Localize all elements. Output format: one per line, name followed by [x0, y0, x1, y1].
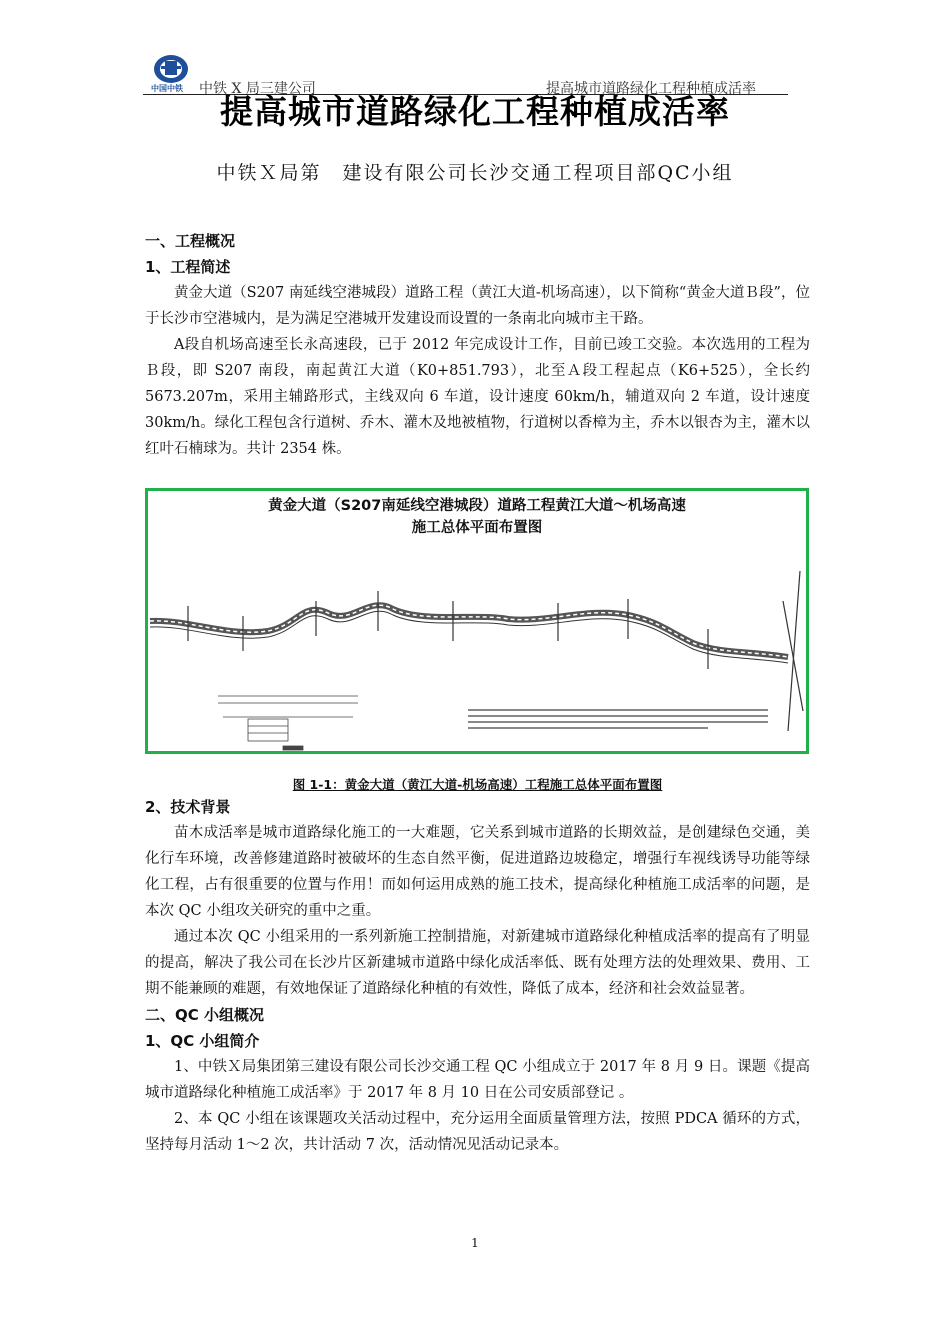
section1-heading: 一、工程概况 — [145, 232, 236, 250]
header-doc-name: 提高城市道路绿化工程种植成活率 — [546, 81, 756, 97]
legend-table — [218, 696, 358, 750]
paragraph: 1、中铁Ｘ局集团第三建设有限公司长沙交通工程 QC 小组成立于 2017 年 8 月 9 日。课题《提高城市道路绿化种植施工成活率》于 2017 年 8 月 10 日在公司安质部登记 。 — [145, 1059, 810, 1101]
logo-text: 中国中铁 — [151, 84, 183, 93]
figure-title-line1: 黄金大道（S207南延线空港城段）道路工程黄江大道～机场高速 — [268, 498, 686, 514]
section2-sub1-heading: 1、QC 小组简介 — [145, 1032, 260, 1050]
document-body — [145, 228, 810, 1158]
document-subtitle: 中铁Ｘ局第 建设有限公司长沙交通工程项目部QC小组 — [216, 162, 734, 184]
site-layout-figure — [145, 488, 809, 754]
road-plan-drawing — [148, 491, 806, 751]
section1-sub2-heading: 2、技术背景 — [145, 798, 231, 816]
paragraph: 2、本 QC 小组在该课题攻关活动过程中，充分运用全面质量管理方法，按照 PDCA 循环的方式，坚持每月活动 1～2 次，共计活动 7 次，活动情况见活动记录本。 — [145, 1111, 810, 1153]
section2-heading: 二、QC 小组概况 — [145, 1006, 264, 1024]
figure-caption: 图 1-1：黄金大道（黄江大道-机场高速）工程施工总体平面布置图 — [292, 777, 663, 792]
paragraph: 黄金大道（S207 南延线空港城段）道路工程（黄江大道-机场高速），以下简称“黄金大道Ｂ段”，位于长沙市空港城内，是为满足空港城开发建设而设置的一条南北向城市主干路。 — [145, 285, 810, 327]
paragraph: 通过本次 QC 小组采用的一系列新施工控制措施，对新建城市道路绿化种植成活率的提高有了明显的提高，解决了我公司在长沙片区新建城市道路中绿化成活率低、既有处理方法的处理效果、费用、工期不能兼顾的难题，有效地保证了道路绿化种植的有效性，降低了成本，经济和社会效益显著。 — [145, 929, 810, 997]
document-title: 提高城市道路绿化工程种植成活率 — [220, 92, 730, 131]
header-company: 中铁 X 局三建公司 — [199, 81, 316, 97]
page-number: 1 — [471, 1236, 479, 1250]
road-alignment — [150, 605, 788, 663]
figure-title-line2: 施工总体平面布置图 — [411, 520, 543, 536]
drawing-notes — [468, 709, 768, 729]
paragraph: 苗木成活率是城市道路绿化施工的一大难题，它关系到城市道路的长期效益，是创建绿色交通，美化行车环境，改善修建道路时被破坏的生态自然平衡，促进道路边坡稳定，增强行车视线诱导功能等绿化工程，占有很重要的位置与作用！而如何运用成熟的施工技术，提高绿化种植施工成活率的问题，是本次 QC 小组攻关研究的重中之重。 — [145, 825, 810, 919]
paragraph: A段自机场高速至长永高速段，已于 2012 年完成设计工作，目前已竣工交验。本次选用的工程为Ｂ段，即 S207 南段，南起黄江大道（K0+851.793），北至Ａ段工程起点（K6+525），全长约 5673.207m，采用主辅路形式，主线双向 6 车道，设计速度 60km/h，辅道双向 2 车道，设计速度 30km/h。绿化工程包含行道树、乔木、灌木及地被植物，行道树以香樟为主，乔木以银杏为主，灌木以红叶石楠球为。共计 2354 株。 — [145, 337, 810, 457]
section1-sub1-heading: 1、工程简述 — [145, 258, 231, 276]
